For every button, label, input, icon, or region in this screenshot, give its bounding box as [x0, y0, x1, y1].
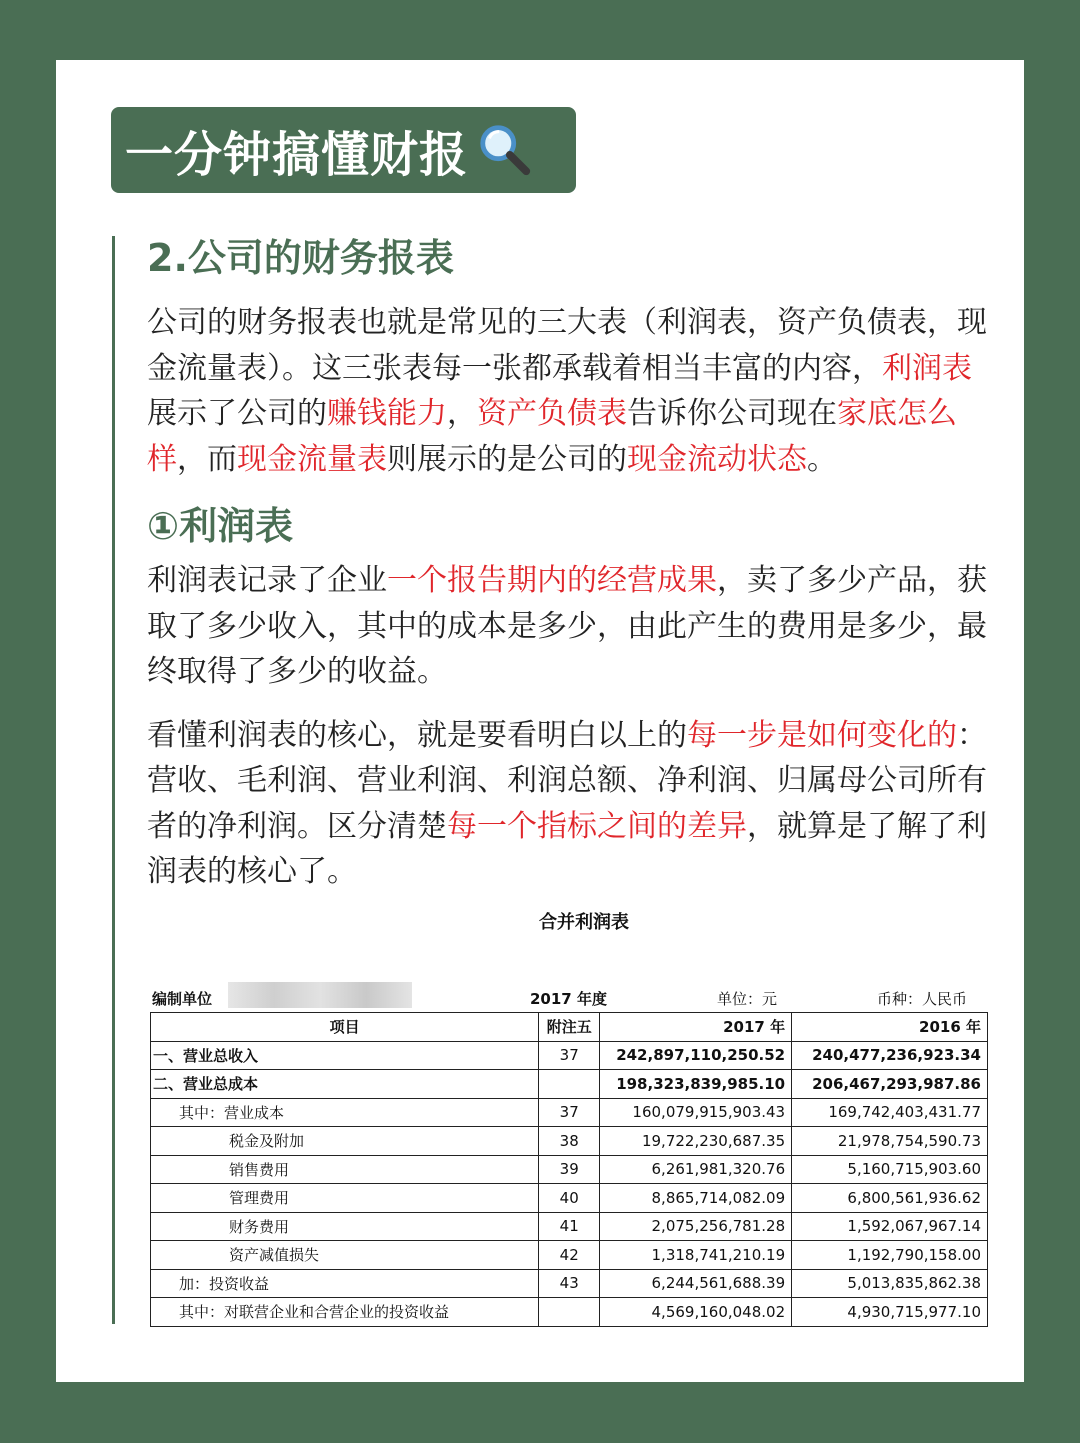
cell-2017: 19,722,230,687.35	[600, 1127, 792, 1156]
body-text: 公司的财务报表也就是常见的三大表（利润表，资产负债表，现金流量表）。这三张表每一张都承载着相当丰富的内容，	[147, 305, 987, 386]
intro-paragraph	[147, 300, 997, 482]
highlight-text: 家底怎么样	[147, 396, 957, 477]
cell-2016: 1,192,790,158.00	[792, 1241, 988, 1270]
cell-note: 37	[539, 1098, 600, 1127]
cell-2017: 6,244,561,688.39	[600, 1269, 792, 1298]
cell-item: 销售费用	[151, 1155, 539, 1184]
table-row	[151, 1098, 988, 1127]
cell-note	[539, 1298, 600, 1327]
body-text: 。	[807, 441, 837, 477]
col-header-2017: 2017 年	[600, 1013, 792, 1042]
body-text: ，就算是了解了利润表的核心了。	[147, 808, 987, 889]
cell-2016: 6,800,561,936.62	[792, 1184, 988, 1213]
cell-2017: 1,318,741,210.19	[600, 1241, 792, 1270]
body-text: 看懂利润表的核心，就是要看明白以上的	[147, 717, 687, 753]
table-row	[151, 1184, 988, 1213]
table-row	[151, 1298, 988, 1327]
table-row	[151, 1269, 988, 1298]
body-text: ，卖了多少产品，获取了多少收入，其中的成本是多少，由此产生的费用是多少，最终取得了多少的收益。	[147, 563, 987, 689]
table-row	[151, 1212, 988, 1241]
col-header-note: 附注五	[539, 1013, 600, 1042]
cell-item: 财务费用	[151, 1212, 539, 1241]
body-text: 展示了公司的	[147, 396, 327, 431]
cell-item: 二、营业总成本	[151, 1070, 539, 1099]
cell-item: 管理费用	[151, 1184, 539, 1213]
highlight-text: 赚钱能力	[327, 396, 447, 431]
cell-2016: 240,477,236,923.34	[792, 1041, 988, 1070]
col-header-item: 项目	[151, 1013, 539, 1042]
cell-item: 税金及附加	[151, 1127, 539, 1156]
magnifier-icon	[476, 121, 534, 179]
cell-2017: 4,569,160,048.02	[600, 1298, 792, 1327]
cell-note: 42	[539, 1241, 600, 1270]
table-row	[151, 1041, 988, 1070]
highlight-text: 每一个指标之间的差异	[447, 808, 747, 844]
content-card	[56, 60, 1024, 1382]
cell-2016: 1,592,067,967.14	[792, 1212, 988, 1241]
highlight-text: 一个报告期内的经营成果	[387, 563, 717, 598]
cell-2016: 5,013,835,862.38	[792, 1269, 988, 1298]
core-paragraph	[147, 713, 997, 895]
meta-currency: 币种：人民币	[877, 990, 968, 1008]
income-statement-table-image	[150, 908, 988, 1327]
cell-note: 39	[539, 1155, 600, 1184]
body-text: ：营收、毛利润、营业利润、利润总额、净利润、归属母公司所有者的净利润。区分清楚	[147, 717, 987, 844]
table-title: 合并利润表	[539, 912, 629, 933]
cell-item: 加：投资收益	[151, 1269, 539, 1298]
income-statement-paragraph	[147, 558, 997, 695]
meta-unit-label: 编制单位	[152, 990, 213, 1008]
cell-2017: 242,897,110,250.52	[600, 1041, 792, 1070]
cell-2017: 6,261,981,320.76	[600, 1155, 792, 1184]
table-row	[151, 1127, 988, 1156]
highlight-text: 现金流动状态	[627, 441, 807, 477]
cell-note: 37	[539, 1041, 600, 1070]
cell-2017: 8,865,714,082.09	[600, 1184, 792, 1213]
highlight-text: 每一步是如何变化的	[687, 717, 957, 753]
table-meta	[150, 982, 988, 1012]
body-text: 告诉你公司现在	[627, 396, 837, 431]
cell-2017: 160,079,915,903.43	[600, 1098, 792, 1127]
sub-heading: ①利润表	[147, 504, 294, 548]
meta-period: 2017 年度	[530, 990, 607, 1008]
cell-2016: 206,467,293,987.86	[792, 1070, 988, 1099]
accent-bar	[112, 236, 115, 1324]
table-row	[151, 1241, 988, 1270]
cell-note	[539, 1070, 600, 1099]
article-body	[147, 230, 997, 895]
body-text: 则展示的是公司的	[387, 441, 627, 477]
highlight-text: 资产负债表	[477, 396, 627, 431]
cell-2016: 4,930,715,977.10	[792, 1298, 988, 1327]
meta-currency-unit: 单位：元	[717, 990, 778, 1008]
body-text: ，而	[177, 441, 237, 477]
table-row	[151, 1155, 988, 1184]
cell-note: 43	[539, 1269, 600, 1298]
col-header-2016: 2016 年	[792, 1013, 988, 1042]
cell-2016: 5,160,715,903.60	[792, 1155, 988, 1184]
cell-2017: 198,323,839,985.10	[600, 1070, 792, 1099]
highlight-text: 现金流量表	[237, 441, 387, 477]
cell-item: 一、营业总收入	[151, 1041, 539, 1070]
financial-table	[150, 1012, 988, 1327]
redacted-company	[228, 982, 412, 1008]
cell-note: 41	[539, 1212, 600, 1241]
title-banner	[111, 107, 576, 193]
cell-item: 其中：营业成本	[151, 1098, 539, 1127]
cell-item: 其中：对联营企业和合营企业的投资收益	[151, 1298, 539, 1327]
body-text: ，	[447, 396, 477, 431]
cell-2016: 169,742,403,431.77	[792, 1098, 988, 1127]
cell-note: 38	[539, 1127, 600, 1156]
page-title: 一分钟搞懂财报	[125, 126, 469, 183]
body-text: 利润表记录了企业	[147, 563, 387, 598]
cell-note: 40	[539, 1184, 600, 1213]
highlight-text: 利润表	[882, 350, 972, 386]
table-row	[151, 1070, 988, 1099]
cell-2017: 2,075,256,781.28	[600, 1212, 792, 1241]
cell-2016: 21,978,754,590.73	[792, 1127, 988, 1156]
cell-item: 资产减值损失	[151, 1241, 539, 1270]
section-heading: 2.公司的财务报表	[147, 236, 454, 280]
